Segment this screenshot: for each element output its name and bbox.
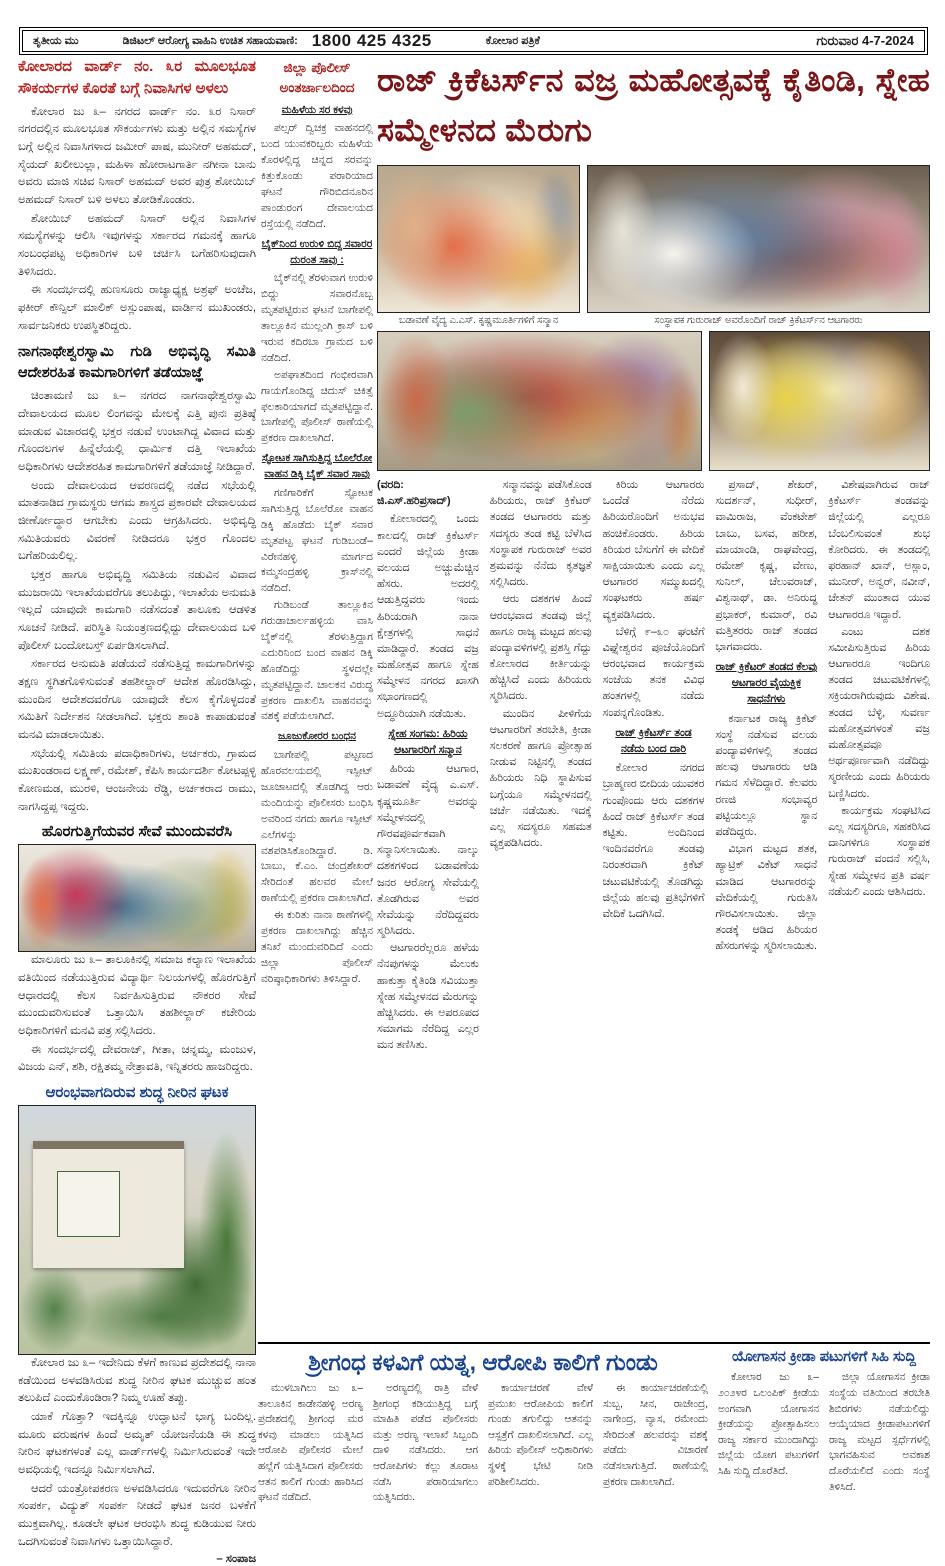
- article-paragraph: ಮುಳಬಾಗಿಲು ಜು ೩– ತಾಲೂಕಿನ ಕಾಡೇನಹಳ್ಳಿ ಅರಣ್ಯ ಪ್ರದೇಶದಲ್ಲಿ ಶ್ರೀಗಂಧ ಮರ ಕಳವು ಮಾಡಲು ಯತ್ನಿಸಿದ ಆರೋಪಿ ಪೊಲೀಸರ ಮೇಲೆ ಹಲ್ಲೆಗೆ ಯತ್ನಿಸಿದಾಗ ಪೊಲೀಸರು ಆತನ ಕಾಲಿಗೆ ಗುಂಡು ಹಾರಿಸಿದ ಘಟನೆ ನಡೆದಿದೆ.: [258, 1383, 363, 1504]
- temple-article-headline: ನಾಗನಾಥೇಶ್ವರಸ್ವಾಮಿ ಗುಡಿ ಅಭಿವೃದ್ಧಿ ಸಮಿತಿ ಆದೇಶರಹಿತ ಕಾಮಗಾರಿಗಳಿಗೆ ತಡೆಯಾಜ್ಞೆ: [18, 344, 256, 382]
- temple-article-body: [18, 388, 256, 816]
- main-article-col-1: [377, 477, 479, 1329]
- article-paragraph: ಚಿಂತಾಮಣಿ ಜು ೩– ನಗರದ ನಾಗನಾಥೇಶ್ವರಸ್ವಾಮಿ ದೇವಾಲಯದ ಮೂಲ ಲಿಂಗವನ್ನು ಮೇಲಕ್ಕೆ ಎತ್ತಿ ಪುನಃ ಪ್ರತಿಷ್ಠೆ ಮಾಡುವ ವಿಚಾರದಲ್ಲಿ ಭಕ್ತರ ನಡುವೆ ಉಂಟಾಗಿದ್ದ ವಿವಾದ ಮತ್ತು ಗೊಂದಲಗಳ ಹಿನ್ನೆಲೆಯಲ್ಲಿ ಧಾರ್ಮಿಕ ದತ್ತಿ ಇಲಾಖೆಯ ಅಧಿಕಾರಿಗಳು ಆದೇಶರಹಿತ ಕಾಮಗಾರಿಗಳಿಗೆ ತಡೆಯಾಜ್ಞೆ ನೀಡಿದ್ದಾರೆ.: [18, 390, 256, 473]
- paper-name: ಕೋಲಾರ ಪತ್ರಿಕೆ: [485, 34, 540, 47]
- sandalwood-col-2: [373, 1381, 478, 1541]
- sandalwood-columns: [258, 1381, 708, 1541]
- article-paragraph: ಈ ಸಂದರ್ಭದಲ್ಲಿ ದೇವರಾಜ್, ಗೀತಾ, ಚನ್ನಮ್ಮ, ಮಂಜುಳ, ವಿಜಯ ಎನ್, ಶಶಿ, ರಕ್ಷಿತಮ್ಮ ನೇತ್ರಾವತಿ, ಇನ್ನಿತರರು ಹಾಜರಿದ್ದರು.: [18, 1043, 256, 1074]
- article-paragraph: ಮಾಲೂರು ಜು ೩– ತಾಲೂಕಿನಲ್ಲಿ ಸಮಾಜ ಕಲ್ಯಾಣ ಇಲಾಖೆಯ ವತಿಯಿಂದ ನಡೆಯುತ್ತಿರುವ ವಿದ್ಯಾರ್ಥಿ ನಿಲಯಗಳಲ್ಲಿ ಹೊರಗುತ್ತಿಗೆ ಆಧಾರದಲ್ಲಿ ಕೆಲಸ ನಿರ್ವಹಿಸುತ್ತಿರುವ ನೌಕರರ ಸೇವೆ ಮುಂದುವರಿಸುವಂತೆ ಒತ್ತಾಯಿಸಿ ತಹಶೀಲ್ದಾರ್ ಕಚೇರಿಯ ಅಧಿಕಾರಿಗಳಿಗೆ ಮನವಿ ಪತ್ರ ಸಲ್ಲಿಸಿದರು.: [18, 954, 256, 1038]
- article-paragraph: ಸರ್ಕಾರದ ಅನುಮತಿ ಪಡೆಯದೆ ನಡೆಸುತ್ತಿದ್ದ ಕಾಮಗಾರಿಗಳನ್ನು ತಕ್ಷಣ ಸ್ಥಗಿತಗೊಳಿಸುವಂತೆ ತಹಶೀಲ್ದಾರ್ ಆದೇಶ ಹೊರಡಿಸಿದ್ದು, ಮುಂದಿನ ಆದೇಶದವರೆಗೂ ಯಾವುದೇ ಕೆಲಸ ಕೈಗೊಳ್ಳದಂತೆ ಸಮಿತಿಗೆ ನಿರ್ದೇಶನ ನೀಡಲಾಗಿದೆ. ಭಕ್ತರು ಶಾಂತಿ ಕಾಪಾಡುವಂತೆ ಮನವಿ ಮಾಡಲಾಯಿತು.: [18, 658, 256, 742]
- yoga-article: [718, 1347, 930, 1545]
- article-subhead: ರಾಜ್ ಕ್ರಿಕೆಟರ್ ತಂಡದ ಕೆಲವು ಆಟಗಾರರ ವೈಯಕ್ತಿಕ ಸಾಧನೆಗಳು: [715, 661, 817, 706]
- police-column-headline: ಜಿಲ್ಲಾ ಪೊಲೀಸ್ ಅಂತರ್ಜಾಲದಿಂದ: [279, 60, 355, 96]
- sandalwood-col-4: [603, 1381, 708, 1541]
- water-unit-article-body: [18, 1355, 256, 1551]
- article-paragraph: ಸನ್ಮಾನವನ್ನು ಪಡೆಸಿಕೊಂಡ ಹಿರಿಯರು, ರಾಜ್ ಕ್ರಿಕೆಟರ್ ತಂಡದ ಆಟಗಾರರು ಮತ್ತು ಸದಸ್ಯರು ತಂಡ ಕಟ್ಟಿ ಬೆಳೆಸಿದ ಸಂಸ್ಥಾಪಕ ಗುರುರಾಜ್ ಅವರ ಶ್ರಮವನ್ನು ನೆನೆದು ಕೃತಜ್ಞತೆ ಸಲ್ಲಿಸಿದರು.: [489, 479, 592, 589]
- article-paragraph: ಅರಣ್ಯದಲ್ಲಿ ರಾತ್ರಿ ವೇಳೆ ಶ್ರೀಗಂಧ ಕಡಿಯುತ್ತಿದ್ದ ಬಗ್ಗೆ ಮಾಹಿತಿ ಪಡೆದ ಪೊಲೀಸರು ಮತ್ತು ಅರಣ್ಯ ಇಲಾಖೆ ಸಿಬ್ಬಂದಿ ದಾಳಿ ನಡೆಸಿದರು. ಆಗ ಆರೋಪಿಗಳು ಕಲ್ಲು ತೂರಾಟ ನಡೆಸಿ ಪರಾರಿಯಾಗಲು ಯತ್ನಿಸಿದರು.: [373, 1383, 478, 1504]
- police-column-body: [261, 103, 373, 988]
- left-column: [18, 56, 256, 1566]
- article-paragraph: ಅಪಘಾತದಿಂದ ಗಂಭೀರವಾಗಿ ಗಾಯಗೊಂಡಿದ್ದ ಚಿದುಸ್ ಚಿಕಿತ್ಸೆ ಫಲಕಾರಿಯಾಗದೆ ಮೃತಪಟ್ಟಿದ್ದಾನೆ. ಬಾಗೇಪಲ್ಲಿ ಪೊಲೀಸ್ ಠಾಣೆಯಲ್ಲಿ ಪ್ರಕರಣ ದಾಖಲಾಗಿದೆ.: [261, 368, 373, 445]
- team-group-caption: ಸಂಸ್ಥಾಪಕ ಗುರುರಾಜ್ ಅವರೊಂದಿಗೆ ರಾಜ್ ಕ್ರಿಕೆಟರ್ಸ್‌ನ ಆಟಗಾರರು: [654, 315, 863, 326]
- outsourcing-article-headline: ಹೊರಗುತ್ತಿಗೆಯವರ ಸೇವೆ ಮುಂದುವರೆಸಿ: [41, 823, 233, 841]
- helpline-phone: 1800 425 4325: [311, 31, 432, 50]
- article-paragraph: ಹಿರಿಯ ಆಟಗಾರ, ಬಡಾವಣೆ ವೈದ್ಯ ಎ.ಎಸ್. ಕೃಷ್ಣಮೂರ್ತಿ ಅವರನ್ನು ಸಮ್ಮೇಳನದಲ್ಲಿ ಗೌರವಪೂರ್ವಕವಾಗಿ ಸನ್ಮಾನಿಸಲಾಯಿತು. ನಾಲ್ಕು ದಶಕಗಳಿಂದ ಬಡಾವಣೆಯ ಜನರ ಆರೋಗ್ಯ ಸೇವೆಯಲ್ಲಿ ತೊಡಗಿರುವ ಅವರ ಸೇವೆಯನ್ನು ನೆರೆದಿದ್ದವರು ಸ್ಮರಿಸಿದರು.: [377, 763, 479, 938]
- felicitation-photo: [377, 165, 580, 313]
- photo-row-bottom: [377, 331, 930, 471]
- head-table-photo: [709, 331, 930, 471]
- article-paragraph: ಅಂದು ದೇವಾಲಯದ ಆವರಣದಲ್ಲಿ ನಡೆದ ಸಭೆಯಲ್ಲಿ ಮಾತನಾಡಿದ ಗ್ರಾಮಸ್ಥರು ಆಗಮ ಶಾಸ್ತ್ರದ ಪ್ರಕಾರವೇ ದೇವಾಲಯದ ಜೀರ್ಣೋದ್ಧಾರ ಆಗಬೇಕು ಎಂದು ಆಗ್ರಹಿಸಿದರು. ಅಭಿವೃದ್ಧಿ ಸಮಿತಿಯವರು ವಿವರಣೆ ನೀಡಿದರೂ ಭಕ್ತರ ಗೊಂದಲ ಬಗೆಹರಿಯಲಿಲ್ಲ.: [18, 479, 256, 563]
- main-article: [377, 56, 930, 1329]
- main-article-columns: [377, 477, 930, 1329]
- article-subhead: ಬೈಕ್‌ನಿಂದ ಉರುಳಿ ಬಿದ್ದ ಸವಾರರ ದುರಂತ ಸಾವು :: [261, 237, 373, 266]
- team-group-figure: [587, 165, 930, 328]
- article-paragraph: ವಿಭಾಗ ಮಟ್ಟದ ಶತಕ, ಹ್ಯಾಟ್ರಿಕ್ ವಿಕೆಟ್ ಸಾಧನೆ ಮಾಡಿದ ಆಟಗಾರರನ್ನು ವೇದಿಕೆಯಲ್ಲಿ ಗುರುತಿಸಿ ಗೌರವಿಸಲಾಯಿತು. ಜಿಲ್ಲಾ ತಂಡಕ್ಕೆ ಆಡಿದ ಹಿರಿಯರ ಹೆಸರುಗಳನ್ನು ಸ್ಮರಿಸಲಾಯಿತು.: [715, 843, 818, 953]
- article-paragraph: ಬೈಕ್‌ನಲ್ಲಿ ತೆರಳುವಾಗ ಉರುಳಿ ಬಿದ್ದು ಸವಾರನೊಬ್ಬ ಮೃತಪಟ್ಟಿರುವ ಘಟನೆ ಬಾಗೇಪಲ್ಲಿ ತಾಲ್ಲೂಕಿನ ಮುಲ್ಲಂಗಿ ಕ್ರಾಸ್ ಬಳಿ ಇರುವ ಕದಿರಬಾ ಗ್ರಾಮದ ಬಳಿ ನಡೆದಿದೆ.: [261, 272, 374, 364]
- article-paragraph: ಈ ಕಾರ್ಯಾಚರಣೆಯಲ್ಲಿ ಸುಬ್ಬ, ಸೀನ, ರಾಜೇಂದ್ರ, ನಾಗೇಂದ್ರ, ವ್ಯಾಸ, ರಮೇಂದು ಸೇರಿದಂತೆ ಹಲವರನ್ನು ವಶಕ್ಕೆ ಪಡೆದು ವಿಚಾರಣೆ ನಡೆಸಲಾಗುತ್ತಿದೆ. ಠಾಣೆಯಲ್ಲಿ ಪ್ರಕರಣ ದಾಖಲಾಗಿದೆ.: [603, 1383, 708, 1488]
- ward-article-body: [18, 104, 256, 336]
- article-paragraph: ಭಕ್ತರ ಹಾಗೂ ಅಭಿವೃದ್ಧಿ ಸಮಿತಿಯ ನಡುವಿನ ವಿವಾದ ಮುಜರಾಯಿ ಇಲಾಖೆಯವರೆಗೂ ತಲುಪಿದ್ದು, ಇಲಾಖೆಯ ಅನುಮತಿ ಇಲ್ಲದೆ ಯಾವುದೇ ಕಾಮಗಾರಿ ನಡೆಸದಂತೆ ತಾಲೂಕು ಆಡಳಿತ ಸೂಚನೆ ನೀಡಿದೆ. ಪರಿಸ್ಥಿತಿ ನಿಯಂತ್ರಣದಲ್ಲಿದ್ದು ದೇವಾಲಯದ ಬಳಿ ಪೊಲೀಸ್ ಬಂದೋಬಸ್ತ್ ಏರ್ಪಡಿಸಲಾಗಿದೆ.: [18, 568, 256, 652]
- article-paragraph: ಪಲ್ಸರ್ ದ್ವಿಚಕ್ರ ವಾಹನದಲ್ಲಿ ಬಂದ ಯುವಕರಿಬ್ಬರು ಮಹಿಳೆಯ ಕೊರಳಲ್ಲಿದ್ದ ಚಿನ್ನದ ಸರವನ್ನು ಕಿತ್ತುಕೊಂಡು ಪರಾರಿಯಾದ ಘಟನೆ ಗೌರಿಬಿದನೂರಿನ ಪಾಂಡುರಂಗ ದೇವಾಲಯದ ರಸ್ತೆಯಲ್ಲಿ ನಡೆದಿದೆ.: [261, 122, 373, 230]
- article-paragraph: ಶೋಯಿಬ್ ಅಹಮದ್ ನಿಸಾರ್ ಅಲ್ಲಿನ ನಿವಾಸಿಗಳ ಸಮಸ್ಯೆಗಳನ್ನು ಆಲಿಸಿ ಇವುಗಳನ್ನು ಸರ್ಕಾರದ ಗಮನಕ್ಕೆ ಹಾಗೂ ಸಂಬಂಧಪಟ್ಟ ಅಧಿಕಾರಿಗಳ ಬಳಿ ಚರ್ಚಿಸಿ ಬಗೆಹರಿಸುವುದಾಗಿ ತಿಳಿಸಿದರು.: [18, 212, 256, 278]
- photo-row-top: [377, 165, 930, 328]
- yoga-columns: [718, 1370, 930, 1538]
- yoga-col-1: [718, 1370, 819, 1538]
- article-paragraph: ಜಿಲ್ಲಾ ಯೋಗಾಸನ ಕ್ರೀಡಾ ಸಂಸ್ಥೆಯ ವತಿಯಿಂದ ತರಬೇತಿ ಶಿಬಿರಗಳು ನಡೆಯಲಿದ್ದು ಆಯ್ಕೆಯಾದ ಕ್ರೀಡಾಪಟುಗಳಿಗೆ ರಾಜ್ಯ ಮಟ್ಟದ ಸ್ಪರ್ಧೆಗಳಲ್ಲಿ ಭಾಗವಹಿಸುವ ಅವಕಾಶ ದೊರೆಯಲಿದೆ ಎಂದು ಸಂಸ್ಥೆ ತಿಳಿಸಿದೆ.: [829, 1372, 930, 1493]
- article-paragraph: ಕಾರ್ಯಕ್ರಮ ಸಂಘಟಿಸಿದ ಎಲ್ಲ ಸದಸ್ಯರಿಗೂ, ಸಹಕರಿಸಿದ ದಾನಿಗಳಿಗೂ ಸಂಸ್ಥಾಪಕ ಗುರುರಾಜ್ ವಂದನೆ ಸಲ್ಲಿಸಿ, ಸ್ನೇಹ ಸಮ್ಮೇಳನ ಪ್ರತಿ ವರ್ಷ ನಡೆಯಲಿ ಎಂದು ಆಶಿಸಿದರು.: [828, 804, 930, 898]
- police-news-column: [261, 58, 373, 1330]
- article-paragraph: ವಿಶೇಷವಾಗಿರುವ ರಾಜ್ ಕ್ರಿಕೆಟರ್ಸ್ ತಂಡವನ್ನು ಜಿಲ್ಲೆಯಲ್ಲಿ ಎಲ್ಲರೂ ಬೆಂಬಲಿಸುವಂತೆ ಶುಭ ಕೋರಿದರು. ಈ ತಂಡದಲ್ಲಿ ಫರಹಾನ್ ಖಾನ್, ಅಸ್ಲಾಂ, ಮುನೀರ್, ಅನ್ವರ್, ನವೀನ್, ಚೇತನ್ ಮುಂತಾದ ಯುವ ಆಟಗಾರರೂ ಇದ್ದಾರೆ.: [828, 479, 930, 621]
- main-article-col-3: [603, 477, 705, 1329]
- article-paragraph: ಸಭೆಯಲ್ಲಿ ಸಮಿತಿಯ ಪದಾಧಿಕಾರಿಗಳು, ಅರ್ಚಕರು, ಗ್ರಾಮದ ಮುಖಂಡರಾದ ಲಕ್ಷ್ಮಣ್, ರಮೇಶ್, ಕೆಪಿಸಿ ಕಾರ್ಯದರ್ಶಿ ಕೋಟಪ್ಪಳ್ಳಿ ಕೋಣಮಡ, ಮುರಳಿ, ಆಂಜನೇಯ ರೆಡ್ಡಿ, ಅರ್ಚಕರಾದ ರಾಮು, ನಾಗಸಿದ್ದಪ್ಪ ಇದ್ದರು.: [18, 747, 256, 813]
- main-article-col-5: [828, 477, 930, 1329]
- water-unit-signoff: – ಸಂಪಾಜ: [216, 1553, 256, 1566]
- yoga-col-2: [829, 1370, 930, 1538]
- article-paragraph: ಕೋಲಾರ ನಗರದ ಬ್ರಾಹ್ಮಣರ ಬೀದಿಯ ಯುವಕರ ಗುಂಪೊಂದು ಆರು ದಶಕಗಳ ಹಿಂದೆ ರಾಜ್ ಕ್ರಿಕೆಟರ್ಸ್ ತಂಡ ಕಟ್ಟಿತು. ಅಂದಿನಿಂದ ಇಂದಿನವರೆಗೂ ತಂಡವು ನಿರಂತರವಾಗಿ ಕ್ರಿಕೆಟ್ ಚಟುವಟಿಕೆಯಲ್ಲಿ ತೊಡಗಿದ್ದು ಜಿಲ್ಲೆಯ ಹಲವು ಪ್ರತಿಭೆಗಳಿಗೆ ವೇದಿಕೆ ಒದಗಿಸಿದೆ.: [602, 762, 705, 920]
- edition-label: ತೃತೀಯ ಮು: [33, 34, 79, 47]
- article-subhead: ಸ್ನೇಹ ಸಂಗಮ: ಹಿರಿಯ ಆಟಗಾರರಿಗೆ ಸನ್ಮಾನ: [388, 727, 468, 756]
- sandalwood-col-1: [258, 1381, 363, 1541]
- yoga-headline: ಯೋಗಾಸನ ಕ್ರೀಡಾ ಪಟುಗಳಿಗೆ ಸಿಹಿ ಸುದ್ದಿ: [731, 1349, 917, 1365]
- main-article-col-4: [715, 477, 817, 1329]
- article-paragraph: ಕೋಲಾರ ಜು ೩– ೨೦೨೪ರ ಒಲಂಪಿಕ್ ಕ್ರೀಡೆಯ ಅಂಗವಾಗಿ ಯೋಗಾಸನ ಕ್ರೀಡೆಯನ್ನು ಪ್ರೋತ್ಸಾಹಿಸಲು ರಾಜ್ಯ ಸರ್ಕಾರ ಮುಂದಾಗಿದ್ದು ಜಿಲ್ಲೆಯ ಯೋಗ ಪಟುಗಳಿಗೆ ಸಿಹಿ ಸುದ್ದಿ ದೊರೆತಿದೆ.: [718, 1372, 819, 1477]
- article-paragraph: ಎಂಟು ದಶಕ ಸಮೀಪಿಸುತ್ತಿರುವ ಹಿರಿಯ ಆಟಗಾರರೂ ಇಂದಿಗೂ ತಂಡದ ಚಟುವಟಿಕೆಗಳಲ್ಲಿ ಸಕ್ರಿಯರಾಗಿರುವುದು ವಿಶೇಷ. ತಂಡದ ಬೆಳ್ಳಿ, ಸುವರ್ಣ ಮಹೋತ್ಸವಗಳಂತೆ ವಜ್ರ ಮಹೋತ್ಸವವೂ ಅರ್ಥಪೂರ್ಣವಾಗಿ ನಡೆದಿದ್ದು ಸ್ಮರಣೀಯ ಎಂದು ಹಿರಿಯರು ಬಣ್ಣಿಸಿದರು.: [828, 625, 930, 800]
- sandalwood-col-3: [488, 1381, 593, 1541]
- sandalwood-article: [258, 1349, 708, 1545]
- masthead: [22, 30, 925, 52]
- bottom-section-divider: [258, 1342, 930, 1344]
- article-paragraph: ಆಟಗಾರರೆಲ್ಲರೂ ಹಳೆಯ ನೆನಪುಗಳನ್ನು ಮೆಲುಕು ಹಾಕುತ್ತಾ ಕೈತಿಂಡಿ ಸವಿಯುತ್ತಾ ಸ್ನೇಹ ಸಮ್ಮೇಳನದ ಮೆರುಗನ್ನು ಹೆಚ್ಚಿಸಿದರು. ಈ ಅಪರೂಪದ ಸಮಾಗಮ ನೆರೆದಿದ್ದ ಎಲ್ಲರ ಮನ ತಣಿಸಿತು.: [377, 942, 479, 1052]
- article-paragraph: ಕಿರಿಯ ಆಟಗಾರರು ಒಂದೆಡೆ ನೆರೆದು ಹಿರಿಯರೊಂದಿಗೆ ಅನುಭವ ಹಂಚಿಕೊಂಡರು. ಹಿರಿಯ ಕಿರಿಯರ ಬೆಸುಗೆಗೆ ಈ ವೇದಿಕೆ ಸಾಕ್ಷಿಯಾಯಿತು ಎಂದು ಎಲ್ಲ ಆಟಗಾರರ ಸಮ್ಮುಖದಲ್ಲಿ ಸಂಘಟಕರು ಹರ್ಷ ವ್ಯಕ್ತಪಡಿಸಿದರು.: [602, 479, 705, 621]
- water-unit-article-headline: ಆರಂಭವಾಗದಿರುವ ಶುದ್ಧ ನೀರಿನ ಘಟಕ: [45, 1084, 229, 1102]
- article-subhead: ಜೂಜುಕೋರರ ಬಂಧನ: [277, 730, 357, 743]
- felicitation-figure: [377, 165, 580, 328]
- article-paragraph: ಪ್ರಸಾದ್, ಶೇಖರ್, ಸುದರ್ಶನ್, ಸುಧೀರ್, ವಾಮಿರಾಜ, ವೆಂಕಟೇಶ್ ಬಾಬು, ಬಸವ, ಹರೀಶ, ಮಾಯಾಂಡಿ, ರಾಘವೇಂದ್ರ, ರಮೇಶ್ ಕೃಷ್ಣ, ವೇಣು, ಸುನಿಲ್, ಚೆಲುವರಾಜ್, ವಿಶ್ವನಾಥ್, ಡಾ. ಅನಿರುದ್ಧ ಪ್ರಭಾಕರ್, ಕುಮಾರ್, ರವಿ ಮತ್ತಿತರರು ರಾಜ್ ತಂಡದ ಭಾಗವಾದರು.: [715, 479, 818, 653]
- article-paragraph: ಈ ಕುರಿತು ನಾನಾ ಠಾಣೆಗಳಲ್ಲಿ ಪ್ರಕರಣ ದಾಖಲಾಗಿದ್ದು ಹೆಚ್ಚಿನ ತನಿಖೆ ಮುಂದುವರಿದಿದೆ ಎಂದು ಜಿಲ್ಲಾ ಪೊಲೀಸ್ ವರಿಷ್ಠಾಧಿಕಾರಿಗಳು ತಿಳಿಸಿದ್ದಾರೆ.: [261, 909, 373, 985]
- article-paragraph: ಕೋಲಾರ ಜು ೩– ನಗರದ ವಾರ್ಡ್ ನಂ. ೩ರ ನಿಸಾರ್ ನಗರದಲ್ಲಿನ ಮೂಲಭೂತ ಸೌಕರ್ಯಗಳು ಮತ್ತು ಅಲ್ಲಿನ ಸಮಸ್ಯೆಗಳ ಬಗ್ಗೆ ಅಲ್ಲಿನ ನಿವಾಸಿಗಳಾದ ಜಮೀರ್ ಪಾಷ, ಮುನೀರ್ ಅಹಮದ್, ಸೈಯದ್ ಖಲೀಲುಲ್ಲಾ, ಮಹಿಳಾ ಹೋರಾಟಗಾರ್ತಿ ನಗೀನಾ ಬಾನು ಅವರು ಮಾಜಿ ಸಚಿವ ನಿಸಾರ್ ಅಹಮದ್ ಅವರ ಪುತ್ರ ಶೋಯಿಬ್ ಅಹಮದ್ ನಿಸಾರ್ ಬಳಿ ಅಳಲು ತೋಡಿಕೊಂಡರು.: [18, 105, 256, 206]
- main-headline: ರಾಜ್ ಕ್ರಿಕೆಟರ್ಸ್‌ನ ವಜ್ರ ಮಹೋತ್ಸವಕ್ಕೆ ಕೈತಿಂಡಿ, ಸ್ನೇಹ ಸಮ್ಮೇಳನದ ಮೆರುಗು: [377, 62, 930, 148]
- water-unit-photo: [18, 1105, 256, 1355]
- outsourcing-article-body: [18, 952, 256, 1077]
- article-paragraph: ಆರು ದಶಕಗಳ ಹಿಂದೆ ಆರಂಭವಾದ ತಂಡವು ಜಿಲ್ಲೆ ಹಾಗೂ ರಾಜ್ಯ ಮಟ್ಟದ ಹಲವು ಪಂದ್ಯಾವಳಿಗಳಲ್ಲಿ ಪ್ರಶಸ್ತಿ ಗೆದ್ದು ಕೋಲಾರದ ಕೀರ್ತಿಯನ್ನು ಹೆಚ್ಚಿಸಿದೆ ಎಂದು ಹಿರಿಯರು ಸ್ಮರಿಸಿದರು.: [489, 593, 592, 703]
- article-paragraph: ಮುಂದಿನ ಪೀಳಿಗೆಯ ಆಟಗಾರರಿಗೆ ತರಬೇತಿ, ಕ್ರೀಡಾ ಸಲಕರಣೆ ಹಾಗೂ ಪ್ರೋತ್ಸಾಹ ನೀಡುವ ನಿಟ್ಟಿನಲ್ಲಿ ತಂಡದ ಹಿರಿಯರು ನಿಧಿ ಸ್ಥಾಪಿಸುವ ಬಗ್ಗೆಯೂ ಸಮ್ಮೇಳನದಲ್ಲಿ ಚರ್ಚೆ ನಡೆಯಿತು. ಇದಕ್ಕೆ ಎಲ್ಲ ಸದಸ್ಯರೂ ಸಹಮತ ವ್ಯಕ್ತಪಡಿಸಿದರು.: [489, 707, 592, 850]
- team-group-photo: [587, 165, 930, 313]
- article-paragraph: ಕರ್ನಾಟಕ ರಾಜ್ಯ ಕ್ರಿಕೆಟ್ ಸಂಸ್ಥೆ ನಡೆಸುವ ವಲಯ ಪಂದ್ಯಾವಳಿಗಳಲ್ಲಿ ತಂಡದ ಹಲವು ಆಟಗಾರರು ಆಡಿ ಗಮನ ಸೆಳೆದಿದ್ದಾರೆ. ಕೆಲವರು ರಣಜಿ ಸಂಭಾವ್ಯರ ಪಟ್ಟಿಯಲ್ಲೂ ಸ್ಥಾನ ಪಡೆದಿದ್ದರು.: [715, 712, 818, 838]
- article-paragraph: ಕಾರ್ಯಾಚರಣೆ ವೇಳೆ ಪ್ರಮುಖ ಆರೋಪಿಯ ಕಾಲಿಗೆ ಗುಂಡು ತಗುಲಿದ್ದು ಆತನನ್ನು ಆಸ್ಪತ್ರೆಗೆ ದಾಖಲಿಸಲಾಗಿದೆ. ಎಲ್ಲ ಹಿರಿಯ ಪೊಲೀಸ್ ಅಧಿಕಾರಿಗಳು ಸ್ಥಳಕ್ಕೆ ಭೇಟಿ ನೀಡಿ ಪರಿಶೀಲಿಸಿದರು.: [488, 1383, 593, 1488]
- article-paragraph: ಗುಡಿಬಂಡೆ ತಾಲ್ಲೂಕಿನ ಗರುಡಾಚಾರ್ಲಹಳ್ಳಿಯ ವಾಸಿ ಬೈಕ್‌ನಲ್ಲಿ ತೆರಳುತ್ತಿದ್ದಾಗ ಎದುರಿನಿಂದ ಬಂದ ವಾಹನ ಡಿಕ್ಕಿ ಹೊಡೆದಿದ್ದು ಸ್ಥಳದಲ್ಲೇ ಮೃತಪಟ್ಟಿದ್ದಾನೆ. ಚಾಲಕನ ವಿರುದ್ಧ ಪ್ರಕರಣ ದಾಖಲಿಸಿ ವಾಹನವನ್ನು ವಶಕ್ಕೆ ಪಡೆಯಲಾಗಿದೆ.: [261, 599, 373, 723]
- article-paragraph: ಕೋಲಾರದಲ್ಲಿ ಒಂದು ಕಾಲದಲ್ಲಿ ರಾಜ್ ಕ್ರಿಕೆಟರ್ಸ್ ಎಂದರೆ ಜಿಲ್ಲೆಯ ಕ್ರೀಡಾ ವಲಯದ ಅಚ್ಚುಮೆಚ್ಚಿನ ಹೆಸರು. ಅದರಲ್ಲಿ ಆಡುತ್ತಿದ್ದವರು ಇಂದು ಹಿರಿಯರಾಗಿ ನಾನಾ ಕ್ಷೇತ್ರಗಳಲ್ಲಿ ಸಾಧನೆ ಮಾಡಿದ್ದಾರೆ. ತಂಡದ ವಜ್ರ ಮಹೋತ್ಸವ ಹಾಗೂ ಸ್ನೇಹ ಸಮ್ಮೇಳನ ನಗರದ ಖಾಸಗಿ ಸಭಾಂಗಣದಲ್ಲಿ ಅದ್ಧೂರಿಯಾಗಿ ನಡೆಯಿತು.: [377, 513, 479, 720]
- article-paragraph: ಬೆಳಿಗ್ಗೆ ೯–೩೦ ಘಂಟೆಗೆ ವಿಘ್ನೇಶ್ವರನ ಪೂಜೆಯೊಂದಿಗೆ ಆರಂಭವಾದ ಕಾರ್ಯಕ್ರಮ ಸಂಜೆಯ ತನಕ ವಿವಿಧ ಹಂತಗಳಲ್ಲಿ ನಡೆದು ಸಂಪನ್ನಗೊಂಡಿತು.: [602, 625, 705, 719]
- helpline-label: ಡಿಜಿಟಲ್ ಆರೋಗ್ಯ ವಾಹಿನಿ ಉಚಿತ ಸಹಾಯವಾಣಿ:: [122, 34, 298, 47]
- felicitation-caption: ಬಡಾವಣೆ ವೈದ್ಯ ಎ.ಎಸ್. ಕೃಷ್ಣಮೂರ್ತಿಗಳಿಗೆ ಸನ್ಮಾನ: [398, 315, 559, 326]
- reporter-byline: (ವರದಿ: ಜಿ.ಎಸ್.ಹರಿಪ್ರಸಾದ್): [377, 479, 451, 508]
- issue-date: ಗುರುವಾರ 4-7-2024: [816, 33, 914, 48]
- article-subhead: ಸ್ಫೋಟಕ ಸಾಗಿಸುತ್ತಿದ್ದ ಬೊಲೆರೋ ವಾಹನ ಡಿಕ್ಕಿ ಬೈಕ್ ಸವಾರ ಸಾವು: [261, 452, 373, 481]
- article-subhead: ರಾಜ್ ಕ್ರಿಕೆಟರ್ಸ್ ತಂಡ ನಡೆದು ಬಂದ ದಾರಿ: [615, 726, 692, 755]
- article-paragraph: ಈ ಸಂದರ್ಭದಲ್ಲಿ ಹುಣಸೂರು ರಾಜ್ಯಾಧ್ಯಕ್ಷ ಅಶ್ರಫ್ ಅಂಚೆಜ, ಫಕೀರ್ ಕೌನ್ಸಿಲ್ ಮಾಲಿಕ್ ಅಸ್ಲುಂಪಾಷ, ವಾರ್ಡಿನ ಮುಖಂಡರು, ಸಾರ್ವಜನಿಕರು ಉಪಸ್ಥಿತರಿದ್ದರು.: [18, 284, 256, 332]
- article-paragraph: ಗಣಿಗಾರಿಕೆಗೆ ಸ್ಫೋಟಕ ಸಾಗಿಸುತ್ತಿದ್ದ ಬೊಲೆರೋ ವಾಹನ ಡಿಕ್ಕಿ ಹೊಡೆದು ಬೈಕ್ ಸವಾರ ಮೃತಪಟ್ಟ ಘಟನೆ ಗುಡಿಬಂಡೆ–ವಿರೇನಹಳ್ಳಿ ಮಾರ್ಗದ ಕಮ್ಮಸಂದ್ರಹಳ್ಳಿ ಕ್ರಾಸ್‌ನಲ್ಲಿ ನಡೆದಿದೆ.: [261, 486, 373, 595]
- players-standing-photo: [377, 331, 702, 471]
- article-paragraph: ಆದರೆ ಯಂತ್ರೋಪಕರಣ ಅಳವಡಿಸಿದರೂ ಇದುವರೆಗೂ ನೀರಿನ ಸಂಪರ್ಕ, ವಿದ್ಯುತ್ ಸಂಪರ್ಕ ನೀಡದೆ ಘಟಕ ಜನರ ಬಳಕೆಗೆ ಮುಕ್ತವಾಗಿಲ್ಲ. ಕೂಡಲೇ ಘಟಕ ಆರಂಭಿಸಿ ಶುದ್ಧ ಕುಡಿಯುವ ನೀರು ಒದಗಿಸುವಂತೆ ನಿವಾಸಿಗಳು ಒತ್ತಾಯಿಸಿದ್ದಾರೆ.: [18, 1482, 256, 1548]
- article-paragraph: ಬಾಗೇಪಲ್ಲಿ ಪಟ್ಟಣದ ಹೊರವಲಯದಲ್ಲಿ ಇಸ್ಪೀಟ್ ಜೂಜಾಟದಲ್ಲಿ ತೊಡಗಿದ್ದ ಆರು ಮಂದಿಯನ್ನು ಪೊಲೀಸರು ಬಂಧಿಸಿ ಅವರಿಂದ ನಗದು ಹಾಗೂ ಇಸ್ಪೀಟ್ ಎಲೆಗಳನ್ನು ವಶಪಡಿಸಿಕೊಂಡಿದ್ದಾರೆ. ಡಿ. ಬಾಬು, ಕೆ.ಎಂ. ಚಂದ್ರಶೇಖರ್ ಸೇರಿದಂತೆ ಹಲವರ ಮೇಲೆ ಠಾಣೆಯಲ್ಲಿ ಪ್ರಕರಣ ದಾಖಲಾಗಿದೆ.: [261, 749, 374, 905]
- article-subhead: ಮಹಿಳೆಯ ಸರ ಕಳವು: [281, 103, 353, 116]
- article-paragraph: ಕೋಲಾರ ಜು ೩– ಇದೇನಿದು ಕೆಳಗೆ ಕಾಣುವ ಪ್ರದೇಶದಲ್ಲಿ ನಾನಾ ಕಡೆಯಿಂದ ಅಳವಡಿಸಿರುವ ಶುದ್ಧ ನೀರಿನ ಘಟಕ ಮುಚ್ಚುವ ಹಂತ ತಲುಪಿದೆ ಎಂದುಕೊಂಡಿರಾ? ನಿಮ್ಮ ಊಹೆ ತಪ್ಪು.: [18, 1357, 256, 1405]
- sandalwood-headline: ಶ್ರೀಗಂಧ ಕಳವಿಗೆ ಯತ್ನ, ಆರೋಪಿ ಕಾಲಿಗೆ ಗುಂಡು: [308, 1349, 658, 1375]
- memorandum-group-photo: [18, 844, 256, 952]
- main-article-col-2: [490, 477, 592, 1329]
- article-paragraph: ಯಾಕೆ ಗೊತ್ತಾ? ಇದಕ್ಕಿನ್ನೂ ಉದ್ಘಾಟನೆ ಭಾಗ್ಯ ಬಂದಿಲ್ಲ. ಮೂರು ವರುಷಗಳ ಹಿಂದೆ ಅಮೃತ್ ಯೋಜನೆಯಡಿ ಈ ಶುದ್ಧ ನೀರಿನ ಘಟಕಗಳಂತೆ ಎಲ್ಲ ವಾರ್ಡ್‌ಗಳಲ್ಲಿ ನಿರ್ಮಿಸಿರುವಂತೆ ಇದೇ ಅವಧಿಯಲ್ಲಿ ಇದನ್ನೂ ನಿರ್ಮಿಸಲಾಗಿದೆ.: [18, 1411, 256, 1477]
- ward-article-headline: ಕೋಲಾರದ ವಾರ್ಡ್ ನಂ. ೩ರ ಮೂಲಭೂತ ಸೌಕರ್ಯಗಳ ಕೊರತೆ ಬಗ್ಗೆ ನಿವಾಸಿಗಳ ಅಳಲು: [18, 58, 256, 97]
